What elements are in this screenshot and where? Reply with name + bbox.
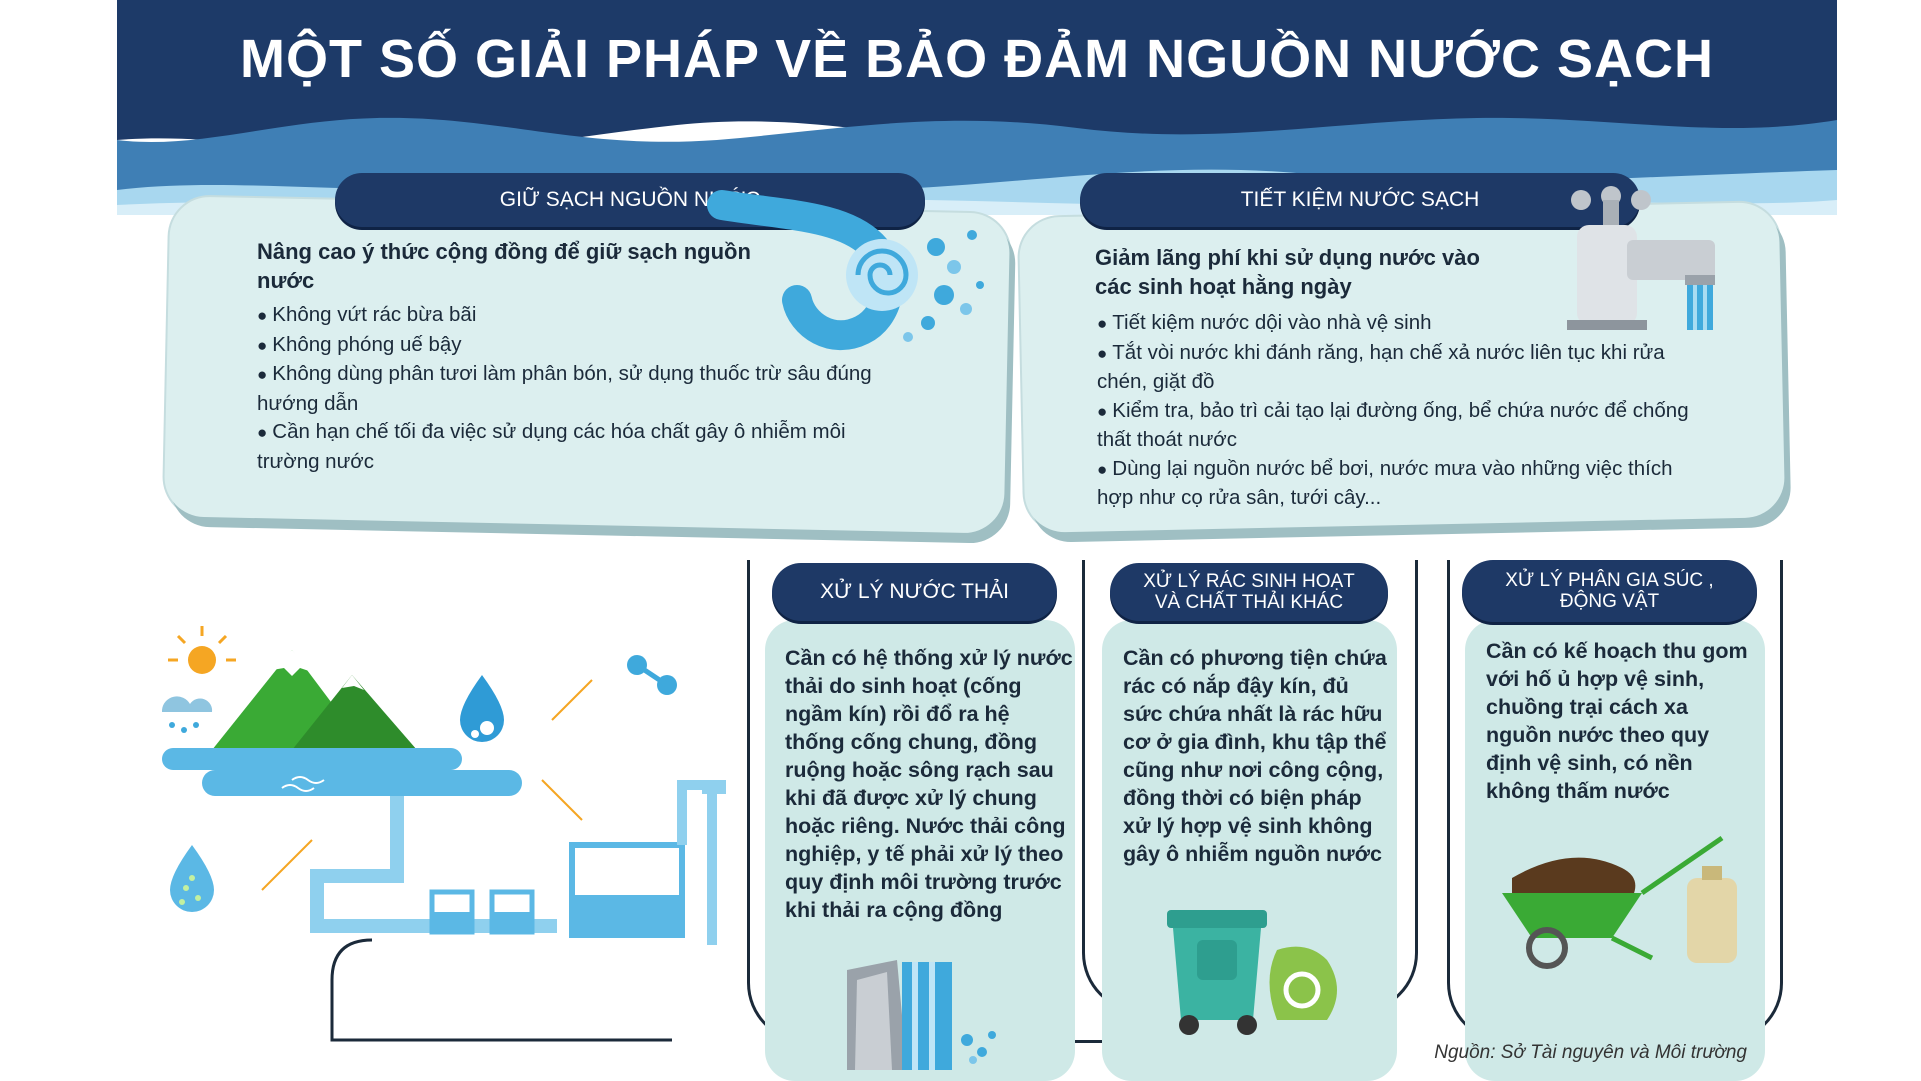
- list-item: ● Dùng lại nguồn nước bể bơi, nước mưa vào những việc thích hợp như cọ rửa sân, tưới cây...: [1097, 455, 1697, 513]
- manure-heading: [1462, 560, 1757, 622]
- manure-heading-line1: XỬ LÝ PHÂN GIA SÚC ,: [1505, 570, 1714, 591]
- page-title: MỘT SỐ GIẢI PHÁP VỀ BẢO ĐẢM NGUỒN NƯỚC SẠCH: [240, 29, 1714, 89]
- list-item: ● Cần hạn chế tối đa việc sử dụng các hóa chất gây ô nhiễm môi trường nước: [257, 418, 897, 476]
- wastewater-heading: XỬ LÝ NƯỚC THẢI: [772, 563, 1057, 621]
- list-item: ● Tiết kiệm nước dội vào nhà vệ sinh: [1097, 309, 1697, 339]
- wheelbarrow-icon: [1492, 838, 1752, 968]
- garbage-heading: [1110, 563, 1388, 621]
- wastewater-body: Cần có hệ thống xử lý nước thải do sinh hoạt (cống ngầm kín) rồi đổ ra hệ thống cống chung, đồng ruộng hoặc sông rạch sau khi đã được xử lý chung hoặc riêng. Nước thải công nghiệp, y tế phải xử lý theo quy định môi trường trước khi thải ra cộng đồng: [785, 646, 1073, 922]
- water-cycle-illustration-icon: [142, 630, 742, 1030]
- manure-body: Cần có kế hoạch thu gom với hố ủ hợp vệ sinh, chuồng trại cách xa nguồn nước theo quy định vệ sinh, có nền không thấm nước: [1486, 639, 1748, 803]
- keep-clean-heading: GIỮ SẠCH NGUỒN NƯỚC: [335, 173, 925, 227]
- trash-bin-icon: [1167, 910, 1367, 1040]
- keep-clean-lead: Nâng cao ý thức cộng đồng để giữ sạch nguồn nước: [257, 239, 751, 293]
- faucet-icon: [1547, 190, 1727, 330]
- waterfall-icon: [847, 960, 1007, 1070]
- save-water-bullets: [1097, 309, 1697, 513]
- manure-heading-line2: ĐỘNG VẬT: [1559, 591, 1660, 612]
- list-item: ● Không vứt rác bừa bãi: [257, 301, 897, 331]
- save-water-heading: TIẾT KIỆM NƯỚC SẠCH: [1080, 173, 1640, 227]
- garbage-heading-line2: VÀ CHẤT THẢI KHÁC: [1154, 592, 1344, 613]
- list-item: ● Không dùng phân tươi làm phân bón, sử dụng thuốc trừ sâu đúng hướng dẫn: [257, 360, 897, 418]
- water-swirl-icon: [722, 205, 1002, 345]
- list-item: ● Không phóng uế bậy: [257, 331, 897, 361]
- infographic: [117, 0, 1837, 1081]
- source-note: Nguồn: Sở Tài nguyên và Môi trường: [1434, 1042, 1747, 1063]
- list-item: ● Kiểm tra, bảo trì cải tạo lại đường ống, bể chứa nước để chống thất thoát nước: [1097, 397, 1697, 455]
- garbage-heading-line1: XỬ LÝ RÁC SINH HOẠT: [1143, 571, 1355, 592]
- garbage-body: Cần có phương tiện chứa rác có nắp đậy kín, đủ sức chứa nhất là rác hữu cơ ở gia đình, khu tập thể cũng như nơi công cộng, đồng thời có biện pháp xử lý hợp vệ sinh không gây ô nhiễm nguồn nước: [1123, 646, 1387, 866]
- list-item: ● Tắt vòi nước khi đánh răng, hạn chế xả nước liên tục khi rửa chén, giặt đồ: [1097, 339, 1697, 397]
- save-water-lead: Giảm lãng phí khi sử dụng nước vào các sinh hoạt hằng ngày: [1095, 245, 1480, 299]
